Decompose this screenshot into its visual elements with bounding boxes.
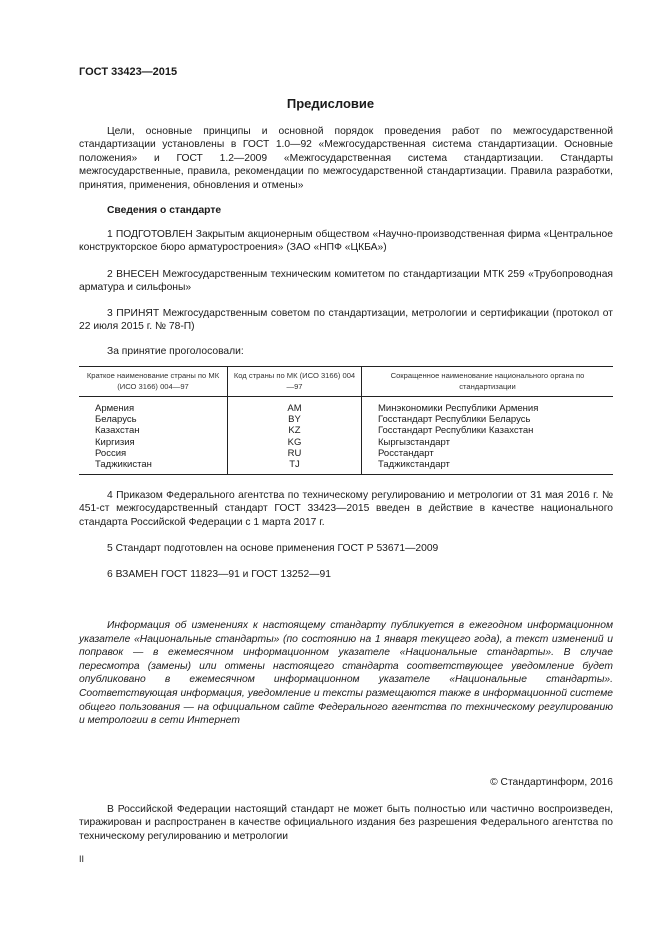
- country-name: Киргизия: [95, 436, 135, 448]
- country-name: Беларусь: [95, 414, 137, 426]
- standards-body: Госстандарт Республики Казахстан: [362, 425, 614, 436]
- country-name: Таджикистан: [79, 459, 228, 475]
- page-title: Предисловие: [286, 96, 375, 111]
- item-3-adopted: 3 ПРИНЯТ Межгосударственным советом по стандартизации, метрологии и сертификации (протокол от 22 июля 2015 г. № 78-П): [79, 308, 613, 333]
- standards-body: Минэкономики Республики Армения: [362, 397, 614, 415]
- table-row: [79, 437, 613, 448]
- country-code: AM: [228, 397, 362, 415]
- table-row: [79, 459, 613, 475]
- standards-body: Госстандарт Республики Беларусь: [362, 414, 614, 425]
- item-6-replaces: 6 ВЗАМЕН ГОСТ 11823—91 и ГОСТ 13252—91: [107, 569, 331, 580]
- item-1-prepared: 1 ПОДГОТОВЛЕН Закрытым акционерным обществом «Научно-производственная фирма «Центральное конструкторское бюро арматуростроения» (ЗАО «НПФ «ЦКБА»): [79, 229, 613, 254]
- country-code: BY: [228, 414, 362, 425]
- document-code-header: ГОСТ 33423—2015: [79, 66, 178, 78]
- table-row: [79, 448, 613, 459]
- country-name: Россия: [95, 447, 127, 459]
- header-country-code: Код страны по МК (ИСО 3166) 004—97: [228, 367, 362, 397]
- country-code: KZ: [228, 425, 362, 436]
- country-name: Армения: [95, 403, 135, 414]
- standards-body: Таджикстандарт: [362, 459, 614, 475]
- table-row: [79, 425, 613, 436]
- country-name: Казахстан: [95, 425, 140, 437]
- table-row: [79, 414, 613, 425]
- table-row: [79, 397, 613, 415]
- country-code: RU: [228, 448, 362, 459]
- intro-paragraph: Цели, основные принципы и основной порядок проведения работ по межгосударственной стандартизации установлены в ГОСТ 1.0—92 «Межгосударственная система стандартизации. Основные положения» и ГОСТ 1.2—2009 «Межгосударственная система стандартизации. Стандарты межгосударственные, правила, рекомендации по межгосударственной стандартизации. Правила разработки, принятия, применения, обновления и отмены»: [79, 126, 613, 191]
- copyright-line: © Стандартинформ, 2016: [490, 777, 613, 788]
- item-4-enacted: 4 Приказом Федерального агентства по техническому регулированию и метрологии от 31 мая 2016 г. № 451-ст межгосударственный стандарт ГОСТ 33423—2015 введен в действие в качестве национального стандарта Российской Федерации с 1 марта 2017 г.: [79, 490, 613, 528]
- voting-table: [79, 366, 613, 475]
- table-header-row: [79, 367, 613, 397]
- rights-paragraph: В Российской Федерации настоящий стандарт не может быть полностью или частично воспроизведен, тиражирован и распространен в качестве официального издания без разрешения Федерального агентства по техническому регулированию и метрологии: [79, 804, 613, 842]
- item-5-basis: 5 Стандарт подготовлен на основе применения ГОСТ Р 53671—2009: [107, 543, 439, 554]
- standards-body: Кыргызстандарт: [362, 437, 614, 448]
- item-2-introduced: 2 ВНЕСЕН Межгосударственным техническим комитетом по стандартизации МТК 259 «Трубопроводная арматура и сильфоны»: [79, 269, 613, 294]
- standards-body: Росстандарт: [362, 448, 614, 459]
- header-country-name: Краткое наименование страны по МК (ИСО 3166) 004—97: [79, 367, 228, 397]
- header-standards-body: Сокращенное наименование национального органа по стандартизации: [362, 367, 614, 397]
- country-code: TJ: [228, 459, 362, 475]
- country-code: KG: [228, 437, 362, 448]
- amendments-notice: Информация об изменениях к настоящему стандарту публикуется в ежегодном информационном указателе «Национальные стандарты» (по состоянию на 1 января текущего года), а текст изменений и поправок — в ежемесячном информационном указателе «Национальные стандарты». В случае пересмотра (замены) или отмены настоящего стандарта соответствующее уведомление будет опубликовано в ежемесячном информационном указателе «Национальные стандарты». Соответствующая информация, уведомление и тексты размещаются также в информационной системе общего пользования — на официальном сайте Федерального агентства по техническому регулированию и метрологии в сети Интернет: [79, 620, 613, 727]
- voted-label: За принятие проголосовали:: [107, 346, 244, 357]
- info-heading: Сведения о стандарте: [107, 205, 222, 216]
- page-number: II: [79, 854, 85, 864]
